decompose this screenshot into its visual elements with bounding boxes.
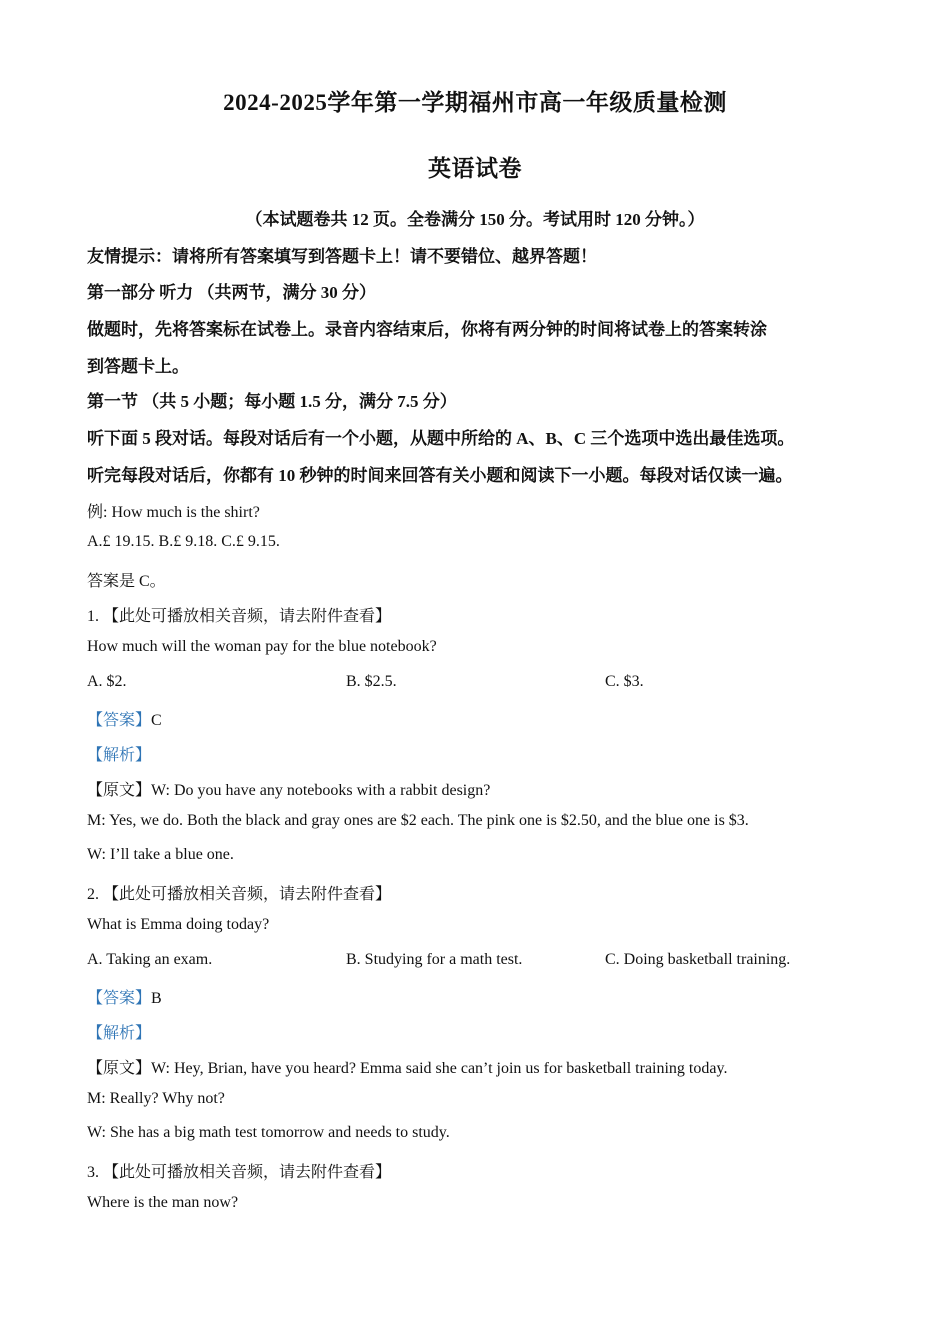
exam-subtitle: 英语试卷	[428, 156, 522, 181]
q1-analysis-tag: 【解析】	[87, 747, 152, 764]
q1-question: How much will the woman pay for the blue notebook?	[87, 638, 437, 655]
example-question: 例: How much is the shirt?	[87, 504, 260, 521]
q1-option-a: A. $2.	[87, 673, 127, 690]
section1-title: 第一节 （共 5 小题；每小题 1.5 分，满分 7.5 分）	[87, 392, 457, 411]
q2-analysis-tag: 【解析】	[87, 1025, 152, 1042]
q1-audio-link[interactable]: 1. 【此处可播放相关音频，请去附件查看】	[87, 608, 392, 625]
section1-instruction-2: 听完每段对话后，你都有 10 秒钟的时间来回答有关小题和阅读下一小题。每段对话仅读一遍。	[87, 466, 793, 485]
reminder: 友情提示：请将所有答案填写到答题卡上！请不要错位、越界答题！	[87, 247, 597, 266]
q2-answer-value: B	[151, 990, 162, 1007]
answer-tag: 【答案】	[87, 712, 152, 729]
q1-transcript-3: W: I’ll take a blue one.	[87, 846, 234, 863]
part1-instruction-2: 到答题卡上。	[87, 357, 189, 376]
q3-audio-link[interactable]: 3. 【此处可播放相关音频，请去附件查看】	[87, 1164, 392, 1181]
original-tag: 【原文】	[87, 782, 152, 799]
q2-answer	[87, 985, 162, 1008]
q1-transcript-1	[87, 777, 490, 800]
exam-title: 2024-2025学年第一学期福州市高一年级质量检测	[223, 90, 727, 115]
q2-transcript-line-1: W: Hey, Brian, have you heard? Emma said she can’t join us for basketball training today.	[151, 1060, 728, 1077]
q1-option-c: C. $3.	[605, 673, 644, 690]
section1-instruction-1: 听下面 5 段对话。每段对话后有一个小题，从题中所给的 A、B、C 三个选项中选出最佳选项。	[87, 429, 795, 448]
example-options: A.£ 19.15. B.£ 9.18. C.£ 9.15.	[87, 533, 280, 550]
answer-tag: 【答案】	[87, 990, 152, 1007]
q3-question: Where is the man now?	[87, 1194, 239, 1211]
part1-instruction-1: 做题时，先将答案标在试卷上。录音内容结束后，你将有两分钟的时间将试卷上的答案转涂	[87, 320, 767, 339]
q1-transcript-2: M: Yes, we do. Both the black and gray ones are $2 each. The pink one is $2.50, and the blue one is $3.	[87, 812, 749, 829]
exam-note: （本试题卷共 12 页。全卷满分 150 分。考试用时 120 分钟。）	[245, 210, 705, 229]
q2-option-c: C. Doing basketball training.	[605, 951, 791, 968]
q1-answer	[87, 707, 162, 730]
part1-title: 第一部分 听力 （共两节，满分 30 分）	[87, 283, 376, 302]
original-tag: 【原文】	[87, 1060, 152, 1077]
q2-question: What is Emma doing today?	[87, 916, 270, 933]
q2-option-b: B. Studying for a math test.	[346, 951, 523, 968]
q2-option-a: A. Taking an exam.	[87, 951, 213, 968]
q2-audio-link[interactable]: 2. 【此处可播放相关音频，请去附件查看】	[87, 886, 392, 903]
q2-transcript-1	[87, 1055, 727, 1078]
q1-transcript-line-1: W: Do you have any notebooks with a rabbit design?	[151, 782, 491, 799]
q1-option-b: B. $2.5.	[346, 673, 397, 690]
q2-transcript-2: M: Really? Why not?	[87, 1090, 225, 1107]
q2-transcript-3: W: She has a big math test tomorrow and needs to study.	[87, 1124, 450, 1141]
q1-answer-value: C	[151, 712, 162, 729]
example-answer: 答案是 C。	[87, 573, 166, 590]
